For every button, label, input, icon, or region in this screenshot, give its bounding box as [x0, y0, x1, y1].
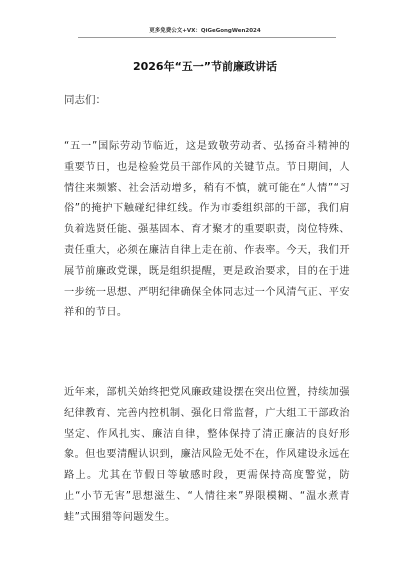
greeting: 同志们：	[64, 94, 106, 106]
paragraph: 近年来，部机关始终把党风廉政建设摆在突出位置，持续加强纪律教育、完善内控机制、强化日常监督，广大组工干部政治坚定、作风扎实、廉洁自律，整体保持了清正廉洁的良好形象。但也要清醒认识到，廉洁风险无处不在，作风建设永远在路上。尤其在节假日等敏感时段，更需保持高度警觉，防止“小节无害”思想滋生、“人情往来”界限模糊、“温水煮青蛙”式围猎等问题发生。	[64, 387, 350, 523]
paragraph: “五一”国际劳动节临近，这是致敬劳动者、弘扬奋斗精神的重要节日，也是检验党员干部作风的关键节点。节日期间，人情往来频繁、社会活动增多，稍有不慎，就可能在“人情”“习俗”的掩护下触碰纪律红线。作为市委组织部的干部，我们肩负着选贤任能、强基固本、育才聚才的重要职责，岗位特殊、责任重大，必须在廉洁自律上走在前、作表率。今天，我们开展节前廉政党课，既是组织提醒，更是政治要求，目的在于进一步统一思想、严明纪律确保全体同志过一个风清气正、平安祥和的节日。	[64, 141, 350, 319]
header-divider	[78, 37, 336, 38]
page-header: 更多免费公文+VX：QiGeGongWen2024	[149, 28, 261, 34]
document-title: 2026年“五一”节前廉政讲话	[132, 60, 278, 73]
